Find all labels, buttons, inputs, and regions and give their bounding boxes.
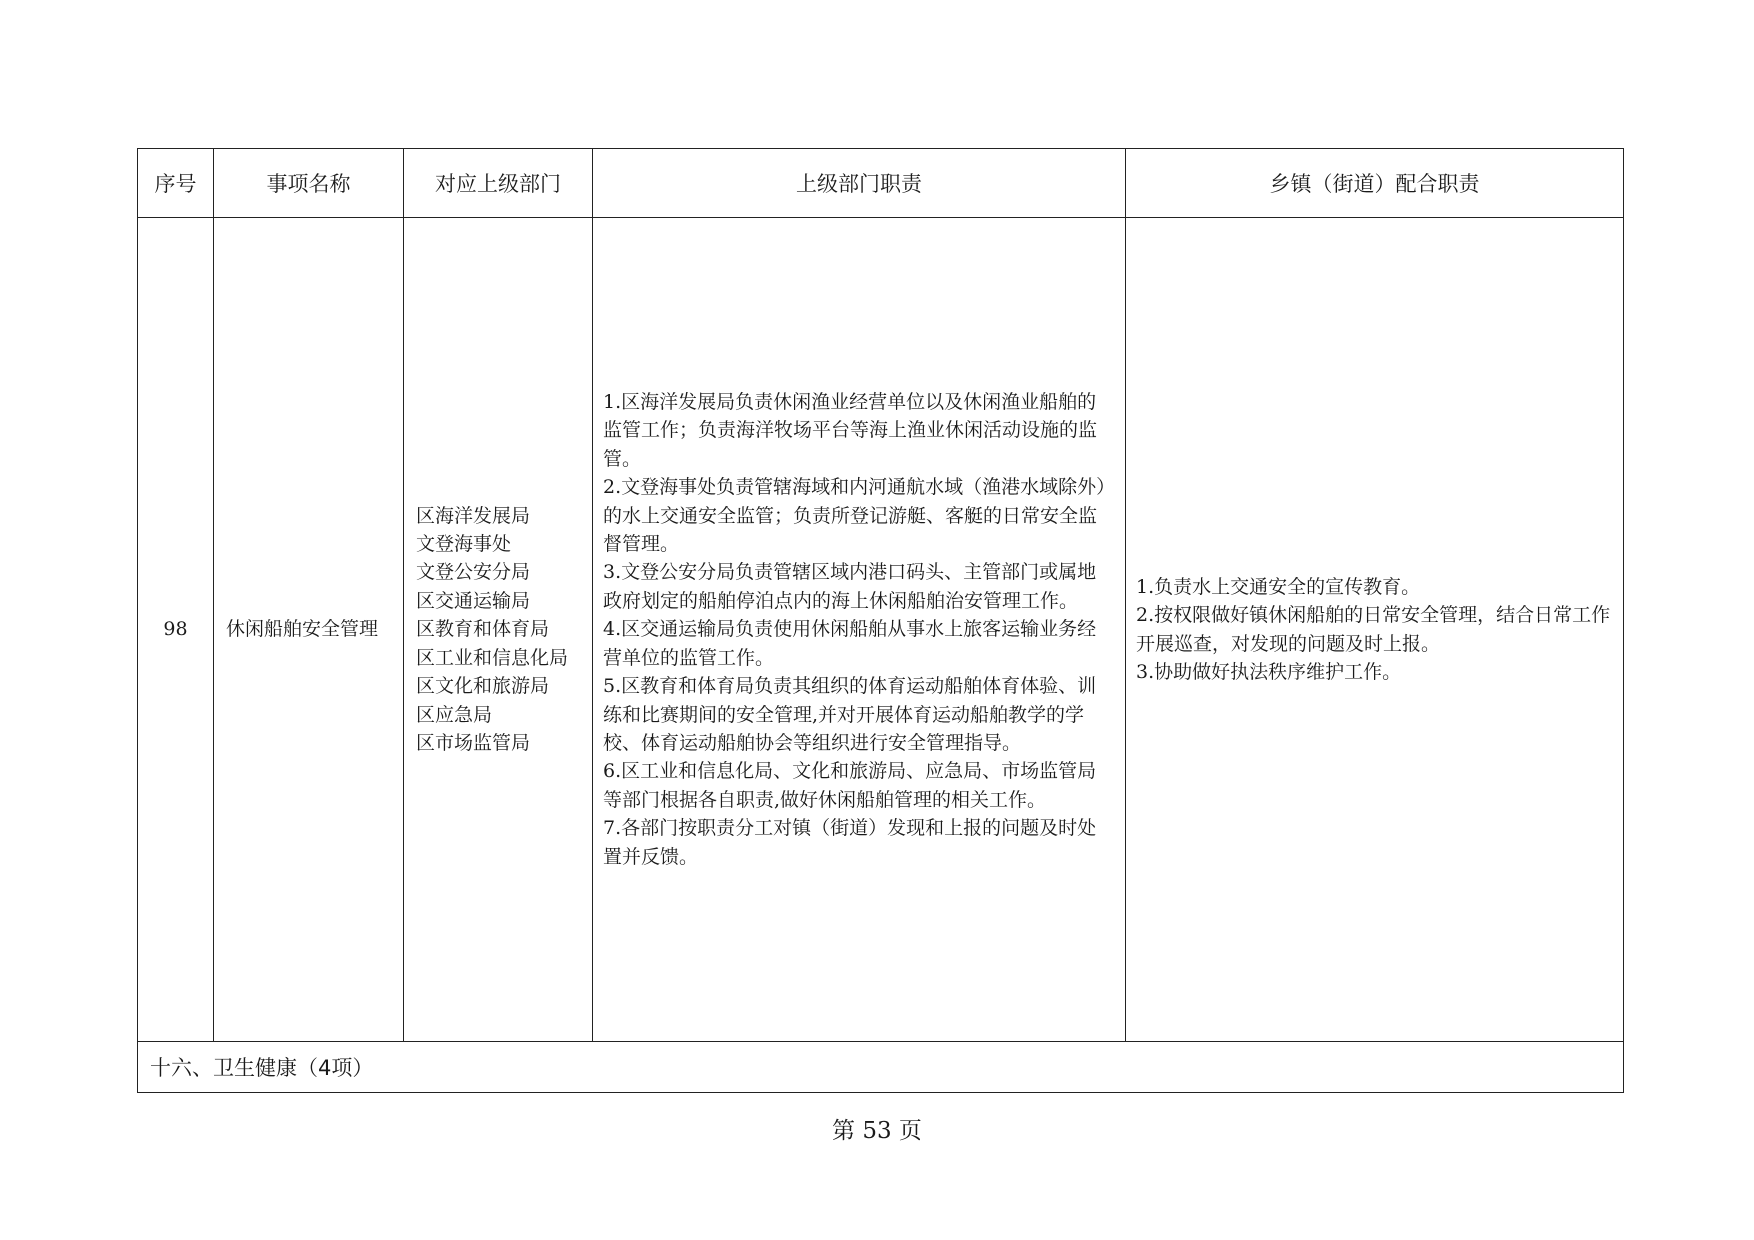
responsibility-item: 1.区海洋发展局负责休闲渔业经营单位以及休闲渔业船舶的监管工作；负责海洋牧场平台等海上渔业休闲活动设施的监管。 — [603, 391, 1098, 470]
responsibility-item: 3.文登公安分局负责管辖区域内港口码头、主管部门或属地政府划定的船舶停泊点内的海上休闲船舶治安管理工作。 — [603, 561, 1097, 612]
department-item: 区工业和信息化局 — [416, 646, 569, 669]
section-row — [138, 1042, 1624, 1093]
responsibility-item: 7.各部门按职责分工对镇（街道）发现和上报的问题及时处置并反馈。 — [603, 817, 1097, 868]
item-name: 休闲船舶安全管理 — [214, 218, 404, 1042]
cooperation-item: 2.按权限做好镇休闲船舶的日常安全管理，结合日常工作开展巡查，对发现的问题及时上报。 — [1136, 604, 1611, 655]
responsibility-item: 2.文登海事处负责管辖海域和内河通航水域（渔港水域除外）的水上交通安全监管；负责所登记游艇、客艇的日常安全监督管理。 — [603, 476, 1106, 556]
department-item: 区教育和体育局 — [416, 618, 550, 641]
header-number: 序号 — [138, 149, 214, 218]
header-row — [138, 149, 1624, 218]
section-title: 十六、卫生健康（4项） — [138, 1042, 1624, 1093]
table-row — [138, 218, 1624, 1042]
department-item: 文登海事处 — [416, 533, 512, 556]
header-item-name: 事项名称 — [214, 149, 404, 218]
department-list — [404, 218, 593, 1042]
department-item: 区应急局 — [416, 703, 493, 726]
department-item: 区文化和旅游局 — [416, 675, 550, 698]
responsibility-item: 5.区教育和体育局负责其组织的体育运动船舶体育体验、训练和比赛期间的安全管理,并对开展体育运动船舶教学的学校、体育运动船舶协会等组织进行安全管理指导。 — [603, 675, 1097, 754]
cooperation-item: 3.协助做好执法秩序维护工作。 — [1136, 660, 1402, 683]
responsibility-item: 6.区工业和信息化局、文化和旅游局、应急局、市场监管局等部门根据各自职责,做好休闲船舶管理的相关工作。 — [603, 760, 1097, 811]
department-item: 区交通运输局 — [416, 589, 531, 612]
department-item: 区市场监管局 — [416, 731, 531, 754]
page-number: 第 53 页 — [832, 1118, 922, 1144]
header-cooperation: 乡镇（街道）配合职责 — [1126, 149, 1624, 218]
cooperation-item: 1.负责水上交通安全的宣传教育。 — [1136, 575, 1421, 598]
header-department: 对应上级部门 — [404, 149, 593, 218]
header-responsibility: 上级部门职责 — [593, 149, 1126, 218]
cooperation-list — [1126, 218, 1624, 1042]
responsibility-list — [593, 218, 1126, 1042]
duty-table — [137, 148, 1624, 1093]
department-item: 文登公安分局 — [416, 561, 531, 584]
department-item: 区海洋发展局 — [416, 504, 531, 527]
row-number: 98 — [138, 218, 214, 1042]
responsibility-item: 4.区交通运输局负责使用休闲船舶从事水上旅客运输业务经营单位的监管工作。 — [603, 618, 1097, 669]
